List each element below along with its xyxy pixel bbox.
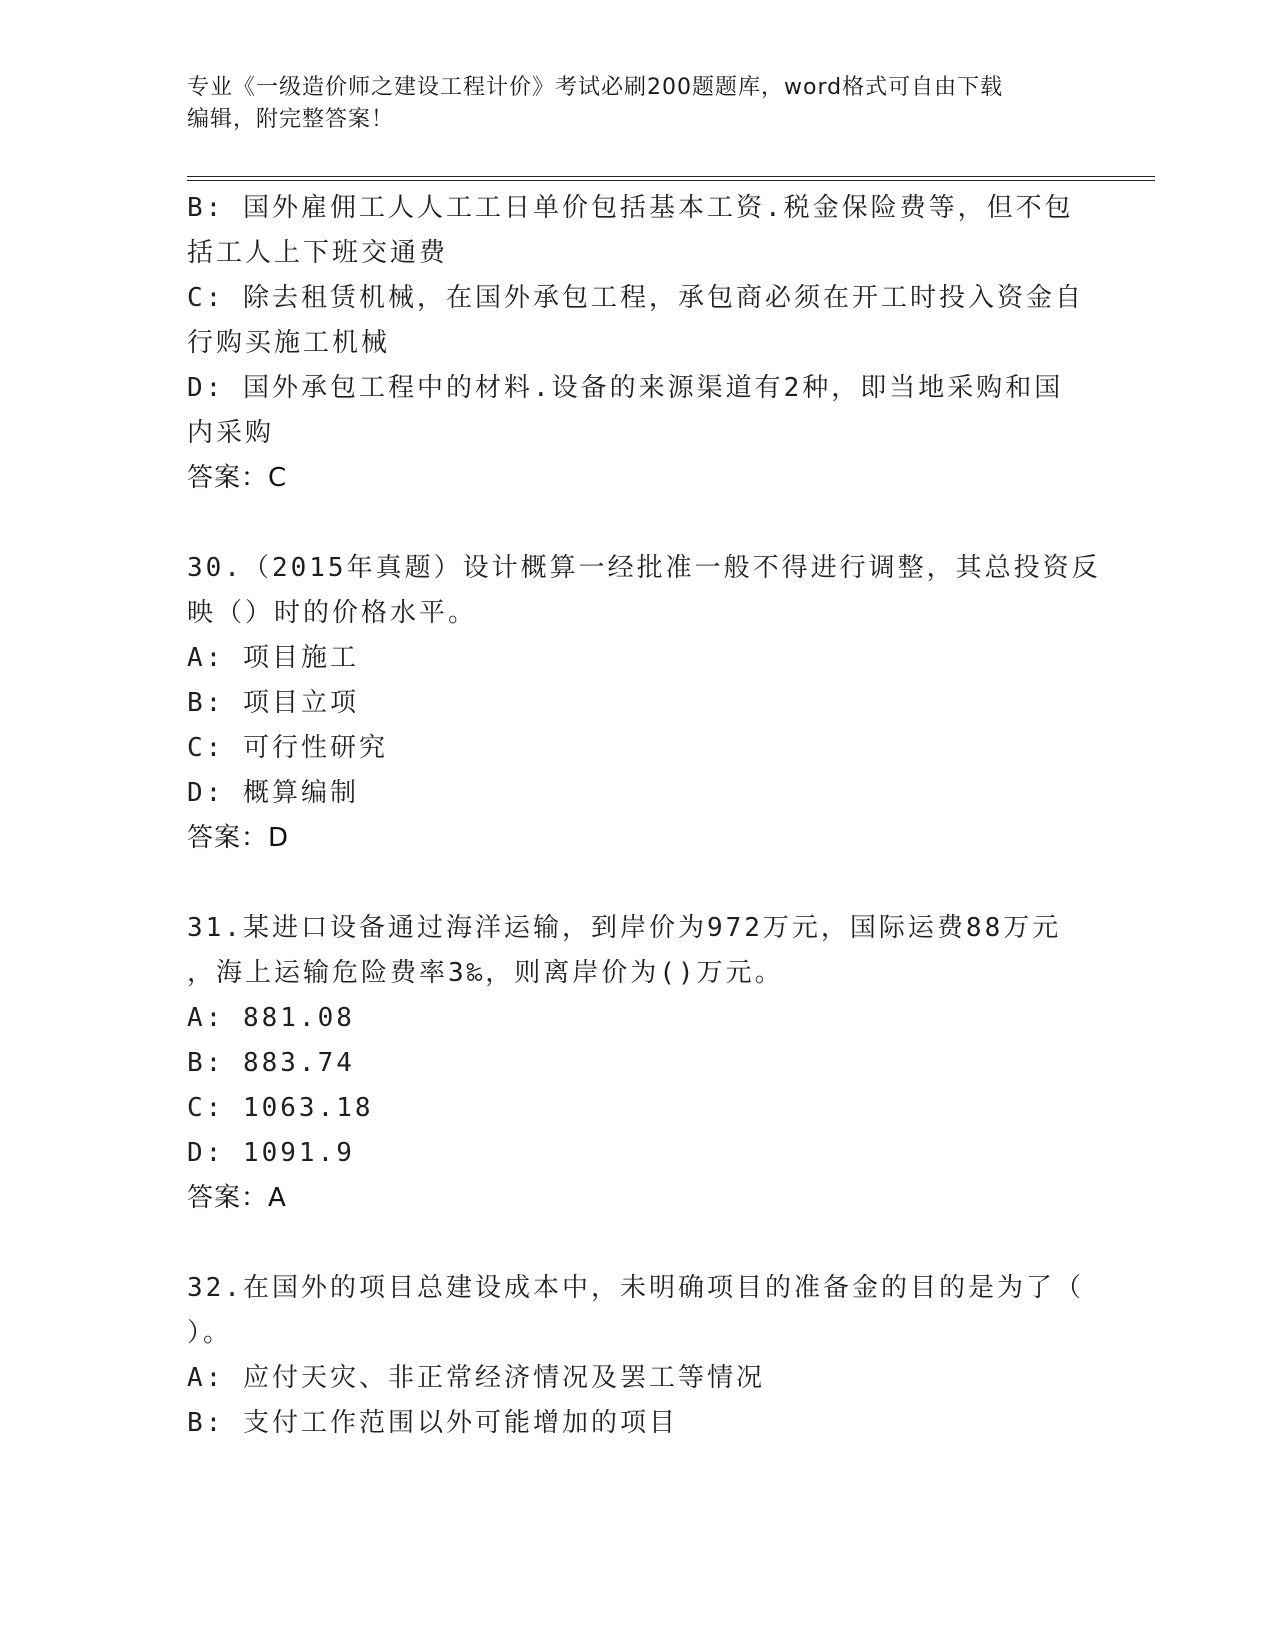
page-header bbox=[187, 72, 1087, 136]
question-stem-line-2: ）。 bbox=[187, 1318, 233, 1348]
header-double-rule bbox=[187, 176, 1155, 181]
header-title-line-1: 专业《一级造价师之建设工程计价》考试必刷200题题库，word格式可自由下载 bbox=[187, 75, 1004, 100]
block-spacer bbox=[187, 1221, 1087, 1266]
option-b: B: 支付工作范围以外可能增加的项目 bbox=[187, 1408, 678, 1438]
answer-text: 答案：C bbox=[187, 463, 288, 493]
question-stem-line-2: ，海上运输危险费率3‰，则离岸价为()万元。 bbox=[187, 958, 784, 988]
option-a: A: 项目施工 bbox=[187, 643, 359, 673]
option-d: D: 概算编制 bbox=[187, 778, 359, 808]
option-c: C: 1063.18 bbox=[187, 1093, 374, 1123]
question-stem-line-2: 映（）时的价格水平。 bbox=[187, 598, 478, 628]
option-d: D: 1091.9 bbox=[187, 1138, 355, 1168]
question-stem-line-1: 32.在国外的项目总建设成本中，未明确项目的准备金的目的是为了（ bbox=[187, 1273, 1084, 1303]
option-b-line-1: B: 国外雇佣工人人工工日单价包括基本工资.税金保险费等，但不包 bbox=[187, 193, 1074, 223]
option-c: C: 可行性研究 bbox=[187, 733, 388, 763]
option-a: A: 应付天灾、非正常经济情况及罢工等情况 bbox=[187, 1363, 765, 1393]
option-d-line-1: D: 国外承包工程中的材料.设备的来源渠道有2种，即当地采购和国 bbox=[187, 373, 1064, 403]
option-b: B: 883.74 bbox=[187, 1048, 355, 1078]
question-block bbox=[187, 906, 1087, 1221]
option-d-line-2: 内采购 bbox=[187, 418, 275, 448]
option-b-line-2: 括工人上下班交通费 bbox=[187, 238, 449, 268]
block-spacer bbox=[187, 501, 1087, 546]
option-c-line-1: C: 除去租赁机械，在国外承包工程，承包商必须在开工时投入资金自 bbox=[187, 283, 1084, 313]
question-stem-line-1: 30.（2015年真题）设计概算一经批准一般不得进行调整，其总投资反 bbox=[187, 553, 1101, 583]
question-block bbox=[187, 1266, 1087, 1446]
block-spacer bbox=[187, 861, 1087, 906]
answer-text: 答案：A bbox=[187, 1183, 287, 1213]
option-c-line-2: 行购买施工机械 bbox=[187, 328, 391, 358]
question-stem-line-1: 31.某进口设备通过海洋运输，到岸价为972万元，国际运费88万元 bbox=[187, 913, 1062, 943]
option-a: A: 881.08 bbox=[187, 1003, 355, 1033]
question-block bbox=[187, 546, 1101, 861]
option-b: B: 项目立项 bbox=[187, 688, 359, 718]
question-content bbox=[187, 186, 1101, 1446]
question-block bbox=[187, 186, 1087, 501]
answer-text: 答案：D bbox=[187, 823, 290, 853]
header-title-line-2: 编辑，附完整答案！ bbox=[187, 107, 395, 132]
